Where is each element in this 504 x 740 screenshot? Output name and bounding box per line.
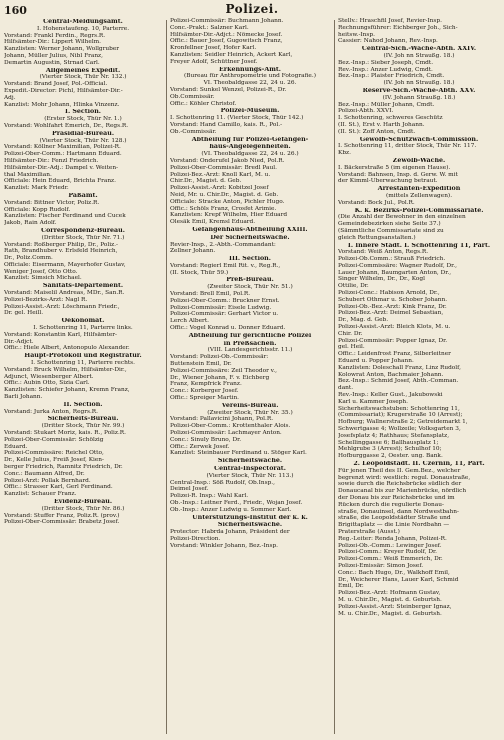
section-heading: Arrestanten-Expedition — [377, 186, 461, 193]
entry-line: I. Schottenring, schweres Geschütz — [338, 115, 443, 122]
entry-line: Polizei-Commissär: Eisele Ludwig. — [170, 304, 272, 311]
entry-line: Polizei-Bez.-Arzt: Hofmann Gustav, — [338, 590, 441, 597]
section-heading: Haupt-Protokoll und Registratur. — [24, 353, 142, 360]
entry-line: Polizei-Ob.-Bez.-Arzt: Kink Franz, Dr. — [338, 303, 447, 310]
entry-line: Polizei-Ober-Comm.: Krottenthaler Alois. — [170, 423, 291, 430]
entry-line: Dir.-Adjct. — [4, 338, 34, 345]
entry-line: Polizei-Commissär: Gerhart Victor u. — [170, 311, 279, 318]
entry-line: Barli Johann. — [4, 394, 43, 401]
entry-line: dant. — [338, 385, 354, 392]
entry-line: Polizei-Direction. — [170, 535, 221, 542]
entry-line: Deimel Josef. — [170, 486, 209, 493]
entry-line: Polizei-Bez.-Arzt: Knoll Karl, M. u. — [170, 171, 271, 178]
section-heading: in Preßsachen. — [223, 340, 277, 347]
entry-line: Donaucanal bis zur Marienbrücke, nördlich — [338, 488, 467, 495]
section-heading: I. Innere Stadt. I. Schottenring 11, Part. — [347, 242, 491, 249]
entry-line: Polizei-Comm.: Weiß Emmerich, Dr. — [338, 556, 443, 563]
entry-line: Polizei-Ob.Comm.: Strauß Friedrich. — [338, 256, 446, 263]
entry-line: Ob.-Insp.: Leitner Ferd., Friedr., Wojan Josef. — [170, 499, 303, 506]
entry-line: begrenzt wird: westlich: regul. Donaustraße, — [338, 474, 471, 481]
section-subheading: (Vierter Stock, Thür Nr. 128.) — [39, 137, 127, 144]
entry-line: Ottilie, Dr. — [338, 283, 369, 290]
entry-line: Kanzlist: Schauer Franz. — [4, 491, 77, 498]
entry-line: Vorstand: Konstantin Karl, Hilfsämter- — [4, 331, 117, 338]
section-heading: 2. Leopoldstadt. II. Czernin, 11, Part. — [353, 461, 485, 467]
section-heading: I. Section. — [65, 109, 101, 116]
entry-line: Polizei-Commissäre: Wagner Rudolf, Dr., — [338, 262, 457, 269]
entry-line: Offic.: Zerwek Josef. — [170, 443, 230, 450]
entry-line: Eduard u. Popper Johann. — [338, 358, 414, 365]
entry-line: Polizei-Commissäre: Zeil Theodor v., — [170, 367, 277, 374]
entry-line: Vorstand: Bittner Victor, Poliz.R. — [4, 199, 100, 206]
column-divider — [166, 20, 167, 734]
entry-line: Polizei-Ober-Comm.: Hartmann Eduard. — [4, 151, 122, 158]
section-heading: Gewölb-Schutzwach-Commission. — [359, 136, 479, 143]
entry-line: Bez.-Insp.: Schmid Josef, Abth.-Comman. — [338, 378, 459, 385]
entry-line: Offic.: Spreiger Martin. — [170, 395, 240, 402]
entry-line: Vorstand: Brell Emil, Pol.R. — [170, 291, 251, 298]
entry-line: gel. Heil. — [338, 344, 365, 351]
entry-line: gleich Rettungsanstalten.) — [338, 234, 416, 241]
entry-line: thal Maximilian. — [4, 171, 52, 178]
entry-line: Polizei-Commissär: Lachmayer Anton. — [170, 430, 282, 437]
entry-line: Offic.: Schöls Franz, Crosfet Arimie. — [170, 205, 277, 212]
section-subheading: (IV. Joh nn Straußg. 18.) — [383, 52, 455, 59]
entry-line: Central-Insp.: Söß Rudolf, Ob.Insp., — [170, 479, 275, 486]
section-heading: Preß-Bureau. — [226, 277, 274, 284]
section-heading: Evidenz-Bureau. — [53, 498, 113, 505]
entry-line: Chir. Dr. — [338, 330, 363, 337]
entry-line: Kanzlisten: Krepf Wilhelm, Hier Eduard — [170, 212, 288, 219]
entry-line: Adj. — [4, 94, 16, 101]
entry-line: Kolowrat Anton, Bachmaier Johann. — [338, 371, 444, 378]
section-subheading: (Dritter Stock, Thür Nr. 86.) — [41, 505, 125, 512]
section-heading: Polizei-Museum. — [220, 108, 280, 115]
entry-line: Schubert Othmar u. Schober Johann. — [338, 296, 448, 303]
entry-line: Freyer Adolf, Schüttner Josef. — [170, 58, 258, 65]
entry-line: Polizei-Abth. XXVI. — [338, 108, 394, 115]
entry-line: Offic.: Strasser Karl, Gerl Ferdinand. — [4, 484, 113, 491]
entry-line: Kanzlisten: Seidler Heinrich, Ackert Karl, — [170, 51, 293, 58]
entry-line: Offic.: Bauer Josef, Gugowitsch Franz, — [170, 38, 283, 45]
entry-line: sowie durch die Reichsbrücke südlich der — [338, 481, 462, 488]
section-subheading: (Zweiter Stock, Thür Nr. 35.) — [207, 409, 293, 416]
section-heading: Sicherheitswache. — [217, 522, 283, 529]
entry-line: Officiale: Hein Eduard, Brichta Franz. — [4, 178, 116, 185]
entry-line: Offic.: Leidenfrost Franz, Silberleitner — [338, 351, 451, 358]
entry-line: Rev.-Insp.: Keller Gust., Jakubowski — [338, 392, 443, 399]
entry-line: Hilfsämter-Dir.-Adj.: Dampel v. Weiten- — [4, 164, 119, 171]
entry-line: Polizei-Assist.-Arzt: Bleich Klots, M. u. — [338, 324, 451, 331]
entry-line: Adjunct, Wiesenberger Albert. — [4, 373, 94, 380]
section-heading: Sicherheits-Bureau. — [47, 416, 119, 423]
entry-line: Conc.: Sinuly Bruno, Dr. — [170, 436, 242, 443]
section-heading: Central-Sich.-Wache-Abth. XXIV. — [361, 46, 477, 53]
entry-line: Vorstand: Polizei-Ob.-Commissär: — [170, 354, 269, 361]
entry-line: Vorstand: Winkler Johann, Bez.-Insp. — [170, 542, 279, 549]
section-heading: Vereins-Bureau. — [221, 402, 279, 409]
entry-line: Schellinggasse 6; Ballhausplatz 1; — [338, 439, 439, 446]
entry-line: Polizei-Commissär: Popper Ignaz, Dr. — [338, 337, 448, 344]
section-heading: haus-Angelegenheiten. — [209, 144, 291, 151]
entry-line: Franz, Kempfrick Franz. — [170, 381, 242, 388]
section-heading: Unterstützungs-Institut der k. k. — [192, 514, 308, 521]
entry-line: Conc.: Bach Hugo, Dr., Walkhoff Emil, — [338, 569, 450, 576]
section-heading: Zewölb-Wache. — [392, 157, 446, 164]
entry-line: Vorstand: Brand Josef, Pol.-Official. — [4, 81, 108, 88]
section-heading: Oekonomat. — [61, 318, 105, 325]
entry-line: der Kimml-Überwachung betraut. — [338, 178, 438, 185]
entry-line: Polizei-Bez.-Arzt: Deimel Sebastian, — [338, 310, 444, 317]
entry-line: Vorstand: Bahnsen, Insp. d. Gerw. W. mit — [338, 171, 458, 178]
entry-line: berger Friedrich, Ramnitz Friedrich, Dr. — [4, 464, 123, 470]
entry-line: Sicherheitswachstuben: Schottenring 11, — [338, 405, 460, 412]
entry-line: Polizei-Assist.-Arzt: Steinberger Ignaz, — [338, 603, 452, 610]
entry-line: Demartin Augustin, Strnad Carl. — [4, 59, 100, 66]
entry-line: Kanzlist: Mohr Johann, Hlinka Vinzenz. — [4, 101, 120, 108]
entry-line: Vorstand: Wohlfahrt Emerich, Dr., Regs.R. — [4, 122, 129, 129]
entry-line: Polizei-Ober-Commissär: Bredl Paul. — [170, 164, 277, 171]
entry-line: Polizei-Commissäre: Reichel Otto, — [4, 450, 104, 457]
section-heading: Gefangenhaus-Abtheilung XXIII. — [192, 226, 308, 233]
entry-line: Buttenstein Emil, Dr. — [170, 361, 232, 368]
entry-line: Polizei-Conc.: Habison Arnold, Dr., — [338, 290, 440, 297]
page-title: Polizei. — [225, 2, 279, 16]
entry-line: Rev.-Insp.: Anzer Ludwig, Cmdt. — [338, 66, 433, 73]
entry-line: Offic.: Hiele Albert, Antonopulo Alexander. — [4, 345, 130, 352]
entry-line: Vorstand: Sunkel Wenzel, Polizei-R., Dr. — [170, 86, 287, 93]
section-heading: III. Section. — [229, 256, 271, 263]
entry-line: Conc.: Korberger Josef. — [170, 388, 239, 395]
entry-line: Rechnungsführer: Eichberger Joh., Sich- — [338, 24, 458, 31]
entry-line: Polizei-Ober-Commissär: Schölzig — [4, 436, 104, 443]
section-subheading: (Dritter Stock, Thür Nr. 99.) — [41, 423, 125, 430]
entry-line: Ob.Commissär. — [170, 93, 215, 100]
section-subheading: (VI. Theobaldgasse 22, 24 u. 26.) — [201, 151, 299, 158]
entry-line: Dr., Wiener Johann, F. v. Eichberg — [170, 374, 270, 381]
entry-line: Expedit.-Director: Pichl, Hilfsämter-Dir.- — [4, 87, 123, 94]
entry-line: Emil, Dr. — [338, 583, 364, 590]
entry-line: Polizei-Comm.: Kreyer Rudolf, Dr. — [338, 549, 437, 556]
entry-line: Kbz. — [338, 150, 351, 157]
section-subheading: I. Schottenring 11, Parterre rechts. — [31, 360, 135, 367]
section-subheading: (IV. Joh nn Straußg. 18.) — [383, 80, 455, 87]
column-divider — [334, 20, 335, 734]
entry-line: Vorstand: Frankl Ferdin., Regrs.R. — [4, 32, 106, 39]
entry-line: Lerch Albert. — [170, 318, 209, 325]
entry-line: Offic.: Vogel Konrad u. Donner Eduard. — [170, 325, 286, 332]
section-heading: Erkennungs-Amt. — [218, 66, 281, 73]
section-heading: Allgemeines Expedit. — [45, 67, 121, 74]
entry-line: Dr., Weicherer Hans, Lauer Karl, Schmid — [338, 576, 459, 583]
entry-line: I. Schottenring 11. (Vierter Stock, Thür 142.) — [170, 115, 304, 122]
entry-line: (Die Anzahl der Bewohner in den einzelnen — [338, 214, 466, 221]
entry-line: Stellv.: Hraschfil Josef, Revier-Insp. — [338, 18, 442, 24]
section-heading: Correspondenz-Bureau. — [41, 227, 125, 234]
section-subheading: (Bureau für Anthropometrie und Fotografie.) — [184, 73, 316, 80]
section-subheading: (Vierter Stock, Thür Nr. 113.) — [206, 472, 294, 479]
entry-line: straße, die Leopoldstädter Straße und — [338, 515, 451, 522]
entry-line: Vorstand: Regierl Emil Rit. v., Reg.R., — [170, 262, 281, 269]
entry-line: Kanzlist: Mark Friedr. — [4, 185, 69, 192]
entry-line: der Donau bis zur Reichsbrücke und im — [338, 494, 455, 501]
entry-line: Rath, Brandhuber v. Erlsfeld Heinrich, — [4, 248, 118, 255]
entry-line: Dr., Kelle Julius, Freiß Josef, Kien- — [4, 457, 104, 464]
section-heading: Central-Inspectorat. — [214, 466, 286, 472]
entry-line: Rücken durch die regulierte Donau- — [338, 501, 444, 508]
section-heading: Central-Meldungsamt. — [43, 19, 123, 25]
entry-line: Bez.-Insp.: Plaister Friedrich, Cmdt. — [338, 73, 445, 80]
entry-line: Vorstand: Roßberger Philip, Dr., Poliz.- — [4, 241, 118, 248]
entry-line: Dr., Poliz.Comm. — [4, 255, 53, 262]
section-heading: Der Sicherheitswache. — [210, 234, 290, 241]
entry-line: Vorstand: Hand Camillo, kais. R., Pol.- — [170, 121, 283, 128]
entry-line: Officiale: Eisermann, Mayerhofer Gustav, — [4, 261, 126, 268]
entry-line: (Sämmtliche Commissariate sind zu — [338, 227, 444, 234]
column-left — [4, 18, 162, 736]
entry-line: Kronfellner Josef, Hofer Karl. — [170, 45, 257, 52]
entry-line: Schwertgasse 4; Wollzeile; Volksgarten 3, — [338, 426, 461, 433]
entry-line: Vorstand: Köllner Maximilian, Polizei-R. — [4, 144, 121, 151]
section-subheading: (Vierter Stock, Thür Nr. 132.) — [39, 74, 127, 81]
entry-line: (II. Stock, Thür 59.) — [170, 269, 229, 276]
entry-line: Polizei-Commissär: Buchmann Johann. — [170, 18, 284, 24]
entry-line: Kanzlisten: Doleschall Franz, Linz Rudolf, — [338, 364, 461, 371]
entry-line: Olesäk Emil, Kremsl Eduard. — [170, 219, 256, 226]
entry-line: Vorstand: Weiß Anton, Regs.R. — [338, 249, 429, 256]
entry-line: Zellner Johann. — [170, 248, 216, 255]
entry-line: Officiale: Kopp Rudolf. — [4, 206, 71, 213]
entry-line: straße, Donauinsel, dann Nordwestbahn- — [338, 508, 459, 515]
entry-line: Ob.-Commissär. — [170, 128, 217, 135]
section-heading: II. Section. — [63, 401, 103, 408]
entry-line: Lauer Johann, Baumgarten Anton, Dr., — [338, 269, 452, 276]
entry-line: Conc.: Baumann Alfred, Dr. — [4, 470, 85, 477]
entry-line: (Commissariat); Krugerstraße 10 (Arrest); — [338, 412, 463, 419]
section-heading: K. k. Bezirks-Polizei-Commissariate. — [354, 207, 484, 214]
entry-line: Kanzlisten: Fischer Ferdinand und Cucek — [4, 213, 126, 220]
entry-line: Hofburggasse 2, Oester. ung. Bank. — [338, 453, 443, 460]
section-subheading: VI. Theobaldgasse 22, 24 u. 26. — [203, 80, 297, 87]
entry-line: Polizei-R. Insp.: Wahl Karl. — [170, 493, 249, 500]
section-subheading: (VIII. Landesgerichtsstr. 11.) — [207, 347, 293, 354]
section-subheading: (Dritter Stock, Thür Nr. 71.) — [41, 234, 125, 241]
entry-line: (II. St.): Zoff Anton, Cmdt. — [338, 128, 416, 135]
entry-line: Vorstand: Stuffer Franz, Poliz.R. (prov.) — [4, 512, 120, 519]
entry-line: Bez.-Insp.: Sieber Joseph, Cmdt. — [338, 59, 434, 66]
entry-line: Gemeindebezirken siehe Seite 37.) — [338, 221, 441, 228]
entry-line: Ob.-Insp.: Anzer Ludwig u. Sommer Karl. — [170, 506, 292, 513]
section-subheading: I. Hohenstaufeng. 10, Parterre. — [36, 25, 130, 32]
entry-line: Kanzlist: Simsich Michael. — [4, 275, 82, 282]
section-heading: Sicherheitswache. — [217, 458, 283, 465]
entry-line: (II. St.), Erst v. Harth Johann. — [338, 121, 425, 128]
entry-line: Polizei-Ober-Commissär: Brabetz Josef. — [4, 519, 120, 526]
entry-line: M. u. Chir.Dr., Magist. d. Geburtsh. — [338, 596, 442, 603]
entry-line: Vorstand: Stukart Moriz, kais. R., Poliz.R. — [4, 430, 126, 437]
entry-line: Brigittaplatz — die Linie Nordbahn — — [338, 522, 450, 529]
column-right — [338, 18, 500, 736]
entry-line: M. u. Chir.Dr., Magist. d. Geburtsh. — [338, 610, 442, 617]
section-heading: Paßamt. — [68, 192, 98, 199]
entry-line: Polizei-Emissär: Simon Josef. — [338, 562, 424, 569]
entry-line: I. Schottenring 11, dritter Stock, Thür Nr. 117. — [338, 143, 477, 150]
section-heading: Präsidial-Bureau. — [51, 130, 115, 137]
entry-line: Revier-Insp., 2.-Abth.-Commandant: — [170, 241, 276, 248]
entry-line: Polizei-Assist.-Arzt: Kobitzel Josef — [170, 185, 269, 192]
page-number: 160 — [4, 4, 27, 17]
entry-line: Kanzlisten: Werner Johann, Wollgruber — [4, 46, 120, 53]
column-middle — [170, 18, 330, 736]
section-subheading: (mittels Zellenwagen). — [385, 192, 453, 199]
entry-line: Cassier: Nahod Johann, Rev.-Insp. — [338, 38, 438, 45]
entry-line: Josefsplatz 4; Rathhaus; Stefansplatz, — [338, 432, 450, 439]
entry-line: Polizei-Ober-Comm.: Bruckner Ernst. — [170, 297, 280, 304]
entry-line: Eduard. — [4, 443, 28, 450]
entry-line: Polizei-Arzt: Pollak Bernhard. — [4, 477, 91, 484]
entry-line: Vorstand: Maiselil Andreas, MDr., San.R. — [4, 290, 125, 297]
entry-line: Praterstraße (Ausst.) — [338, 528, 400, 535]
section-subheading: (Zweiter Stock, Thür Nr. 51.) — [207, 284, 293, 291]
section-heading: Reserve-Sich.-Wache-Abth. XXV. — [362, 87, 476, 94]
entry-line: Bez.-Insp.: Müller Johann, Cmdt. — [338, 101, 435, 108]
entry-line: Jakob, Rain Adolf. — [4, 220, 57, 227]
entry-line: Hilfsämter-Dir.: Lippert Wilhelm. — [4, 39, 102, 46]
entry-line: Vorstand: Pallavicini Johann, Pol.R. — [170, 416, 274, 423]
entry-line: Neid, Mr. u. Chir.Dr., Magist. d. Geb. — [170, 191, 279, 198]
entry-line: Kanzlist: Steinbauer Ferdinand u. Stöger Karl. — [170, 450, 307, 457]
entry-line: Protector: Habrda Johann, Präsident der — [170, 529, 290, 536]
entry-line: Vorstand: Jurka Anton, Regrs.R. — [4, 408, 99, 415]
entry-line: Singer Wilhelm, Dr., Dr., Kogl — [338, 276, 425, 283]
entry-line: Polizei-Bezirks-Arzt: Nagl R. — [4, 296, 88, 303]
entry-line: Chir.Dr., Magist. d. Geb. — [170, 178, 242, 185]
section-subheading: (IV. Johann Straußg. 18.) — [382, 94, 456, 101]
section-subheading: (Erster Stock, Thür Nr. 1.) — [44, 116, 122, 123]
entry-line: Weniger Josef, Otto Otto. — [4, 268, 78, 275]
entry-line: Hilfsämter-Dir.: Fenzl Friedrich. — [4, 157, 99, 164]
entry-line: Polizei-Assist.-Arzt: Löschmann Friedr., — [4, 303, 120, 310]
entry-line: Officiale: Stracke Anton, Pichler Hugo. — [170, 198, 285, 205]
entry-line: Hilfsämter-Dir.-Adjct.: Nömecke Josef. — [170, 31, 283, 38]
entry-line: Offic.: Aubin Otto, Sizia Carl. — [4, 380, 90, 387]
entry-line: Conc.-Prakt.: Salzner Karl. — [170, 24, 249, 31]
entry-line: Vorstand: Bruck Wilhelm, Hilfsämter-Dir., — [4, 366, 127, 373]
section-heading: Abtheilung für Polizei-Gefangen- — [191, 136, 309, 143]
entry-line: Karl u. Kammer Joseph. — [338, 398, 409, 405]
entry-line: I. Bäckerstraße 5 (im eigenen Hause). — [338, 164, 451, 171]
entry-line: heitsw.-Insp. — [338, 31, 375, 38]
entry-line: Mehlgrube 3 (Arrest); Schulhof 10; — [338, 446, 442, 453]
entry-line: Hofburg; Wallnerstraße 2; Getreidemarkt 1, — [338, 419, 468, 426]
entry-line: Kanzlisten: Schiefer Johann, Kremn Franz, — [4, 387, 130, 394]
entry-line: Vorstand: Bock Jul., Pol.R. — [338, 199, 415, 206]
entry-line: Reg.-Leiter: Renda Johann, Polizei-R. — [338, 535, 447, 542]
entry-line: Dr. gel. Heill. — [4, 310, 44, 317]
section-heading: Abtheilung für gerichtliche Polizei — [188, 332, 312, 339]
entry-line: Polizei-Ob.-Comm.: Lewinger Josef. — [338, 542, 442, 549]
entry-line: Offic.: Köhler Christof. — [170, 100, 237, 107]
entry-line: Für jenen Theil des II. Gem.Bez., welcher — [338, 467, 461, 474]
section-subheading: I. Schottenring 11, Parterre links. — [33, 325, 133, 332]
entry-line: Dr., Mag. d. Geb. — [338, 317, 389, 324]
entry-line: Vorstand: Onderufel Jakob Nied, Pol.R. — [170, 157, 285, 164]
section-heading: Sanitäts-Departement. — [42, 283, 124, 290]
entry-line: Johann, Müller Julius, Nibl Franz, — [4, 52, 103, 59]
